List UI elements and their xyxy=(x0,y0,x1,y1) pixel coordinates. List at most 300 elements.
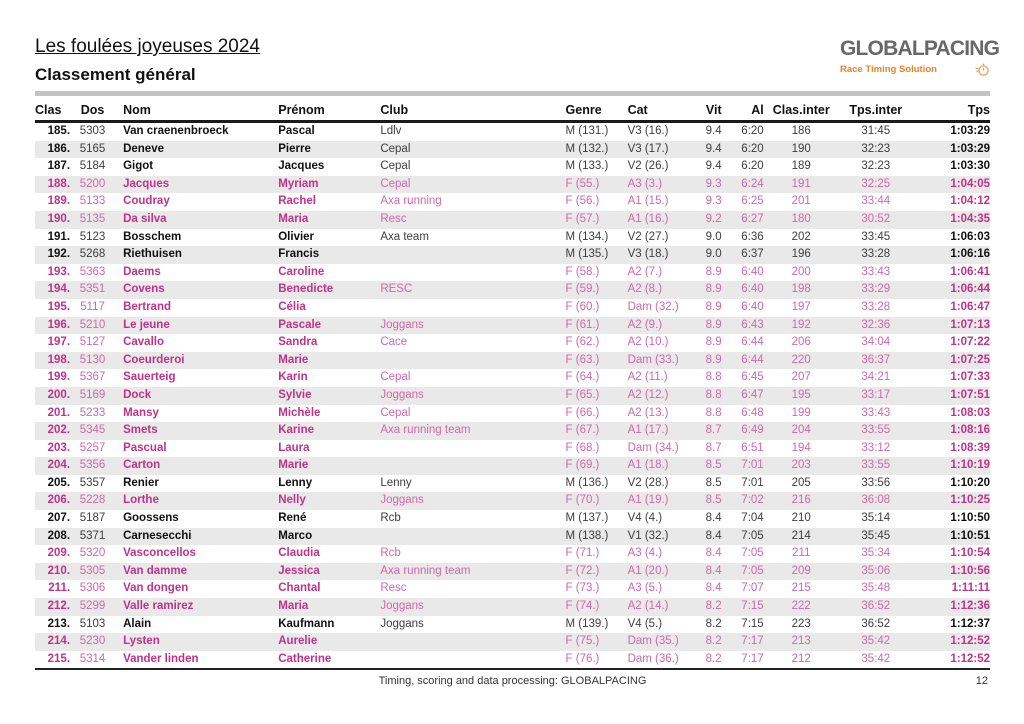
cell-clasinter: 194 xyxy=(791,441,811,454)
cell-cat: A2 (13.) xyxy=(627,406,669,419)
table-row xyxy=(35,141,990,159)
cell-clasinter: 200 xyxy=(791,265,811,278)
cell-dos: 5367 xyxy=(79,371,106,384)
cell-nom: Van damme xyxy=(123,564,187,577)
cell-clas: 214. xyxy=(47,635,71,648)
cell-nom: Renier xyxy=(123,476,159,489)
cell-al: 7:02 xyxy=(741,494,764,507)
cell-vit: 8.2 xyxy=(705,652,722,665)
cell-prenom: Marie xyxy=(278,353,309,366)
cell-prenom: Chantal xyxy=(278,582,321,595)
cell-tps: 1:07:51 xyxy=(950,388,990,401)
cell-dos: 5200 xyxy=(79,177,106,190)
cell-dos: 5127 xyxy=(79,336,106,349)
page-title: Classement général xyxy=(35,65,196,84)
cell-dos: 5306 xyxy=(79,582,106,595)
column-header-al: Al xyxy=(722,96,764,122)
cell-clas: 190. xyxy=(47,212,71,225)
cell-vit: 8.8 xyxy=(705,388,722,401)
cell-genre: F (65.) xyxy=(565,388,600,401)
cell-prenom: Nelly xyxy=(278,494,306,507)
cell-tpsinter: 33:55 xyxy=(861,424,891,437)
cell-tps: 1:03:30 xyxy=(950,160,990,173)
column-header-tps: Tps xyxy=(913,96,990,122)
cell-al: 6:45 xyxy=(741,371,764,384)
cell-genre: M (134.) xyxy=(565,230,609,243)
cell-tps: 1:06:44 xyxy=(950,283,990,296)
cell-nom: Cavallo xyxy=(123,336,164,349)
table-row xyxy=(35,475,990,493)
cell-vit: 8.4 xyxy=(705,582,722,595)
cell-clas: 201. xyxy=(47,406,71,419)
cell-al: 6:51 xyxy=(741,441,764,454)
cell-genre: M (131.) xyxy=(565,125,609,137)
cell-cat: A2 (7.) xyxy=(627,265,663,278)
cell-genre: F (63.) xyxy=(565,353,600,366)
stopwatch-icon xyxy=(975,62,990,77)
cell-cat: A1 (16.) xyxy=(627,212,669,225)
cell-clas: 206. xyxy=(47,494,71,507)
cell-cat: A2 (9.) xyxy=(627,318,663,331)
table-row xyxy=(35,545,990,563)
cell-clasinter: 197 xyxy=(791,300,811,313)
cell-clasinter: 216 xyxy=(791,494,811,507)
cell-tps: 1:10:19 xyxy=(950,459,990,472)
cell-clasinter: 196 xyxy=(791,248,811,261)
cell-prenom: Maria xyxy=(278,600,309,613)
column-header-vit: Vit xyxy=(698,96,722,122)
cell-clasinter: 195 xyxy=(791,388,811,401)
cell-nom: Van craenenbroeck xyxy=(123,125,229,137)
cell-prenom: Karin xyxy=(278,371,308,384)
cell-vit: 8.4 xyxy=(705,564,722,577)
cell-prenom: Catherine xyxy=(278,652,332,665)
cell-genre: F (73.) xyxy=(565,582,600,595)
cell-tps: 1:08:16 xyxy=(950,424,990,437)
cell-club xyxy=(380,264,562,282)
cell-cat: A3 (4.) xyxy=(627,547,663,560)
cell-cat: V3 (18.) xyxy=(627,248,669,261)
cell-tpsinter: 33:28 xyxy=(861,300,891,313)
cell-clasinter: 209 xyxy=(791,564,811,577)
cell-al: 7:17 xyxy=(741,652,764,665)
cell-genre: M (135.) xyxy=(565,248,609,261)
cell-clas: 208. xyxy=(47,529,71,542)
cell-vit: 9.0 xyxy=(705,230,722,243)
cell-clasinter: 202 xyxy=(791,230,811,243)
cell-prenom: Karine xyxy=(278,424,315,437)
cell-nom: Coudray xyxy=(123,195,170,208)
cell-tpsinter: 35:42 xyxy=(861,652,891,665)
cell-prenom: Pascal xyxy=(278,125,315,137)
cell-prenom: Kaufmann xyxy=(278,617,335,630)
cell-tps: 1:06:03 xyxy=(950,230,990,243)
cell-cat: A3 (3.) xyxy=(627,177,663,190)
cell-cat: A1 (19.) xyxy=(627,494,669,507)
cell-tps: 1:06:16 xyxy=(950,248,990,261)
cell-tps: 1:12:36 xyxy=(950,600,990,613)
cell-cat: Dam (34.) xyxy=(627,441,679,454)
cell-al: 7:01 xyxy=(741,459,764,472)
cell-tps: 1:12:52 xyxy=(950,635,990,648)
cell-clasinter: 212 xyxy=(791,652,811,665)
table-body xyxy=(35,122,990,670)
cell-genre: M (132.) xyxy=(565,142,609,155)
cell-cat: Dam (32.) xyxy=(627,300,679,313)
cell-club: Cepal xyxy=(380,160,411,173)
cell-genre: F (55.) xyxy=(565,177,600,190)
cell-dos: 5169 xyxy=(79,388,106,401)
cell-genre: F (70.) xyxy=(565,494,600,507)
cell-al: 6:20 xyxy=(741,142,764,155)
cell-genre: F (67.) xyxy=(565,424,600,437)
cell-cat: V2 (26.) xyxy=(627,160,669,173)
cell-clas: 199. xyxy=(47,371,71,384)
table-row xyxy=(35,211,990,229)
document-header xyxy=(35,36,1000,85)
cell-club: Cepal xyxy=(380,177,411,190)
cell-prenom: Francis xyxy=(278,248,320,261)
cell-prenom: Marco xyxy=(278,529,313,542)
table-row xyxy=(35,422,990,440)
cell-prenom: Michèle xyxy=(278,406,321,419)
cell-dos: 5268 xyxy=(79,248,106,261)
cell-genre: M (136.) xyxy=(565,476,609,489)
cell-tpsinter: 35:14 xyxy=(861,512,891,525)
cell-clasinter: 222 xyxy=(791,600,811,613)
cell-nom: Lorthe xyxy=(123,494,159,507)
cell-clas: 210. xyxy=(47,564,71,577)
table-row xyxy=(35,122,990,141)
cell-clasinter: 192 xyxy=(791,318,811,331)
cell-tps: 1:10:56 xyxy=(950,564,990,577)
cell-nom: Goossens xyxy=(123,512,179,525)
cell-vit: 9.3 xyxy=(705,195,722,208)
cell-clas: 211. xyxy=(48,582,71,595)
cell-clasinter: 211 xyxy=(792,547,811,560)
cell-prenom: Benedicte xyxy=(278,283,334,296)
cell-tps: 1:04:12 xyxy=(950,195,990,208)
cell-al: 6:20 xyxy=(741,125,764,137)
cell-tps: 1:12:52 xyxy=(950,652,990,665)
cell-clasinter: 206 xyxy=(791,336,811,349)
table-row xyxy=(35,387,990,405)
cell-cat: A1 (18.) xyxy=(627,459,669,472)
cell-prenom: Jessica xyxy=(278,564,320,577)
cell-vit: 9.4 xyxy=(705,142,722,155)
cell-clas: 202. xyxy=(47,424,71,437)
cell-dos: 5103 xyxy=(79,617,106,630)
cell-clas: 191. xyxy=(47,230,71,243)
cell-genre: M (139.) xyxy=(565,617,609,630)
cell-cat: A2 (8.) xyxy=(627,283,663,296)
cell-tpsinter: 35:34 xyxy=(861,547,891,560)
cell-clas: 198. xyxy=(47,353,71,366)
cell-nom: Da silva xyxy=(123,212,167,225)
cell-dos: 5320 xyxy=(79,547,106,560)
cell-cat: V3 (16.) xyxy=(627,125,669,137)
cell-club: Cepal xyxy=(380,142,411,155)
cell-genre: F (71.) xyxy=(565,547,600,560)
cell-genre: F (75.) xyxy=(565,635,600,648)
column-header-clasinter: Clas.inter xyxy=(764,96,839,122)
cell-tpsinter: 35:48 xyxy=(861,582,891,595)
cell-dos: 5130 xyxy=(79,353,106,366)
cell-clas: 197. xyxy=(47,336,71,349)
table-row xyxy=(35,405,990,423)
cell-dos: 5357 xyxy=(79,476,106,489)
cell-dos: 5371 xyxy=(79,529,106,542)
table-row xyxy=(35,580,990,598)
cell-tps: 1:10:20 xyxy=(950,476,990,489)
cell-prenom: Sandra xyxy=(278,336,318,349)
table-row xyxy=(35,563,990,581)
cell-nom: Dock xyxy=(123,388,152,401)
cell-vit: 8.4 xyxy=(705,547,722,560)
cell-nom: Van dongen xyxy=(123,582,189,595)
cell-clas: 192. xyxy=(47,248,71,261)
cell-club xyxy=(380,633,562,651)
cell-tpsinter: 33:55 xyxy=(861,459,891,472)
cell-tps: 1:07:33 xyxy=(950,371,990,384)
cell-club: Axa running team xyxy=(380,424,471,437)
cell-tpsinter: 33:28 xyxy=(861,248,891,261)
table-row xyxy=(35,369,990,387)
cell-clas: 196. xyxy=(47,318,71,331)
cell-vit: 8.4 xyxy=(705,529,722,542)
cell-al: 6:49 xyxy=(741,424,764,437)
cell-nom: Vasconcellos xyxy=(123,547,196,560)
title-block xyxy=(35,36,260,85)
cell-tps: 1:04:35 xyxy=(950,212,990,225)
cell-cat: V1 (32.) xyxy=(627,529,669,542)
cell-nom: Jacques xyxy=(123,177,170,190)
cell-dos: 5165 xyxy=(79,142,106,155)
table-row xyxy=(35,457,990,475)
cell-al: 7:01 xyxy=(741,476,764,489)
cell-clas: 189. xyxy=(47,195,71,208)
cell-prenom: Sylvie xyxy=(278,388,312,401)
cell-vit: 8.4 xyxy=(705,512,722,525)
cell-genre: M (138.) xyxy=(565,529,609,542)
cell-dos: 5228 xyxy=(79,494,106,507)
cell-tps: 1:03:29 xyxy=(950,125,990,137)
cell-genre: M (133.) xyxy=(565,160,609,173)
cell-clas: 213. xyxy=(47,617,71,630)
cell-club: Cepal xyxy=(380,371,411,384)
cell-nom: Carnesecchi xyxy=(123,529,192,542)
cell-tps: 1:10:54 xyxy=(950,547,990,560)
cell-tps: 1:06:47 xyxy=(950,300,990,313)
cell-genre: F (62.) xyxy=(565,336,600,349)
logo-tagline: Race Timing Solution xyxy=(840,64,937,75)
cell-club: Cace xyxy=(380,336,408,349)
cell-clas: 212. xyxy=(47,600,71,613)
cell-cat: V4 (4.) xyxy=(627,512,663,525)
cell-dos: 5257 xyxy=(79,441,106,454)
cell-al: 7:15 xyxy=(741,600,764,613)
cell-club: Resc xyxy=(380,582,407,595)
cell-tpsinter: 36:52 xyxy=(861,600,891,613)
cell-club: Ldlv xyxy=(380,125,402,137)
cell-clas: 195. xyxy=(47,300,71,313)
cell-clas: 187. xyxy=(47,160,71,173)
cell-clasinter: 189 xyxy=(791,160,811,173)
cell-nom: Le jeune xyxy=(123,318,170,331)
cell-vit: 8.8 xyxy=(705,371,722,384)
cell-dos: 5230 xyxy=(79,635,106,648)
table-row xyxy=(35,229,990,247)
cell-genre: F (60.) xyxy=(565,300,600,313)
cell-genre: F (72.) xyxy=(565,564,600,577)
cell-dos: 5135 xyxy=(79,212,106,225)
column-header-genre: Genre xyxy=(563,96,626,122)
cell-nom: Pascual xyxy=(123,441,167,454)
cell-club: Axa running xyxy=(380,195,442,208)
table-row xyxy=(35,633,990,651)
cell-cat: A1 (17.) xyxy=(627,424,669,437)
cell-clas: 185. xyxy=(47,125,71,137)
cell-club: Resc xyxy=(380,212,407,225)
cell-clas: 188. xyxy=(47,177,71,190)
table-row xyxy=(35,246,990,264)
cell-club: RESC xyxy=(380,283,413,296)
cell-prenom: Caroline xyxy=(278,265,325,278)
cell-club: Joggans xyxy=(380,388,424,401)
cell-tpsinter: 36:37 xyxy=(861,353,891,366)
cell-prenom: Rachel xyxy=(278,195,316,208)
cell-prenom: René xyxy=(278,512,307,525)
cell-al: 6:44 xyxy=(741,353,764,366)
table-header-row xyxy=(35,96,990,122)
cell-prenom: Marie xyxy=(278,459,309,472)
cell-genre: M (137.) xyxy=(565,512,609,525)
page-number: 12 xyxy=(975,675,988,688)
cell-genre: F (59.) xyxy=(565,283,600,296)
cell-clasinter: 190 xyxy=(791,142,811,155)
cell-clas: 215. xyxy=(47,652,71,665)
cell-dos: 5299 xyxy=(79,600,106,613)
cell-tps: 1:10:50 xyxy=(950,512,990,525)
cell-clasinter: 220 xyxy=(791,353,811,366)
cell-club xyxy=(380,457,562,475)
cell-vit: 9.3 xyxy=(705,177,722,190)
cell-nom: Daems xyxy=(123,265,161,278)
cell-club: Rcb xyxy=(380,512,401,525)
cell-nom: Lysten xyxy=(123,635,160,648)
cell-nom: Carton xyxy=(123,459,161,472)
cell-tpsinter: 35:45 xyxy=(861,529,891,542)
cell-club xyxy=(380,651,562,670)
cell-vit: 8.9 xyxy=(705,353,722,366)
cell-tps: 1:07:25 xyxy=(950,353,990,366)
cell-dos: 5303 xyxy=(79,125,106,137)
column-header-cat: Cat xyxy=(626,96,698,122)
table-row xyxy=(35,616,990,634)
column-header-clas: Clas xyxy=(35,96,70,122)
cell-clasinter: 186 xyxy=(791,125,811,137)
cell-tpsinter: 30:52 xyxy=(861,212,891,225)
cell-club: Lenny xyxy=(380,476,412,489)
cell-club: Joggans xyxy=(380,494,424,507)
cell-tpsinter: 36:52 xyxy=(861,617,891,630)
cell-al: 7:07 xyxy=(741,582,764,595)
table-row xyxy=(35,492,990,510)
cell-al: 7:05 xyxy=(741,529,764,542)
table-row xyxy=(35,317,990,335)
cell-nom: Valle ramirez xyxy=(123,600,194,613)
column-header-prenom: Prénom xyxy=(278,96,380,122)
cell-tpsinter: 35:06 xyxy=(861,564,891,577)
cell-vit: 8.2 xyxy=(705,600,722,613)
cell-cat: A3 (5.) xyxy=(627,582,663,595)
cell-vit: 8.5 xyxy=(705,494,722,507)
cell-club xyxy=(380,299,562,317)
cell-tpsinter: 33:44 xyxy=(861,195,891,208)
cell-vit: 8.7 xyxy=(705,424,722,437)
cell-al: 7:05 xyxy=(741,564,764,577)
cell-clasinter: 213 xyxy=(791,635,811,648)
cell-clasinter: 199 xyxy=(791,406,811,419)
cell-clasinter: 223 xyxy=(791,617,811,630)
cell-nom: Covens xyxy=(123,283,165,296)
table-row xyxy=(35,510,990,528)
cell-al: 7:15 xyxy=(741,617,764,630)
cell-club xyxy=(380,440,562,458)
cell-tpsinter: 36:08 xyxy=(861,494,891,507)
cell-cat: A2 (14.) xyxy=(627,600,669,613)
cell-vit: 9.4 xyxy=(705,160,722,173)
page-footer xyxy=(35,670,990,687)
table-row xyxy=(35,299,990,317)
column-header-nom: Nom xyxy=(115,96,278,122)
cell-tpsinter: 32:36 xyxy=(861,318,891,331)
cell-prenom: Claudia xyxy=(278,547,320,560)
cell-club: Joggans xyxy=(380,600,424,613)
cell-clasinter: 207 xyxy=(791,371,811,384)
footer-text: Timing, scoring and data processing: GLOBALPACING xyxy=(378,675,647,688)
logo-tagline-row xyxy=(840,62,990,77)
cell-nom: Sauerteig xyxy=(123,371,176,384)
cell-tpsinter: 32:23 xyxy=(861,142,891,155)
cell-clasinter: 214 xyxy=(791,529,811,542)
cell-vit: 8.9 xyxy=(705,283,722,296)
cell-tpsinter: 34:21 xyxy=(861,371,891,384)
cell-al: 6:40 xyxy=(741,265,764,278)
cell-clasinter: 204 xyxy=(791,424,811,437)
cell-cat: A2 (11.) xyxy=(627,371,668,384)
cell-cat: A2 (12.) xyxy=(627,388,669,401)
table-row xyxy=(35,352,990,370)
cell-nom: Smets xyxy=(123,424,158,437)
cell-genre: F (61.) xyxy=(565,318,600,331)
cell-club: Joggans xyxy=(380,318,424,331)
cell-tps: 1:12:37 xyxy=(950,617,990,630)
cell-cat: A2 (10.) xyxy=(627,336,669,349)
cell-al: 6:20 xyxy=(741,160,764,173)
cell-cat: A1 (20.) xyxy=(627,564,669,577)
table-head xyxy=(35,96,990,122)
cell-genre: F (66.) xyxy=(565,406,600,419)
cell-vit: 9.0 xyxy=(705,248,722,261)
table-row xyxy=(35,193,990,211)
cell-dos: 5133 xyxy=(79,195,106,208)
cell-clasinter: 205 xyxy=(791,476,811,489)
cell-clasinter: 203 xyxy=(791,459,811,472)
cell-club: Cepal xyxy=(380,406,411,419)
cell-clas: 204. xyxy=(47,459,71,472)
cell-cat: Dam (35.) xyxy=(627,635,679,648)
